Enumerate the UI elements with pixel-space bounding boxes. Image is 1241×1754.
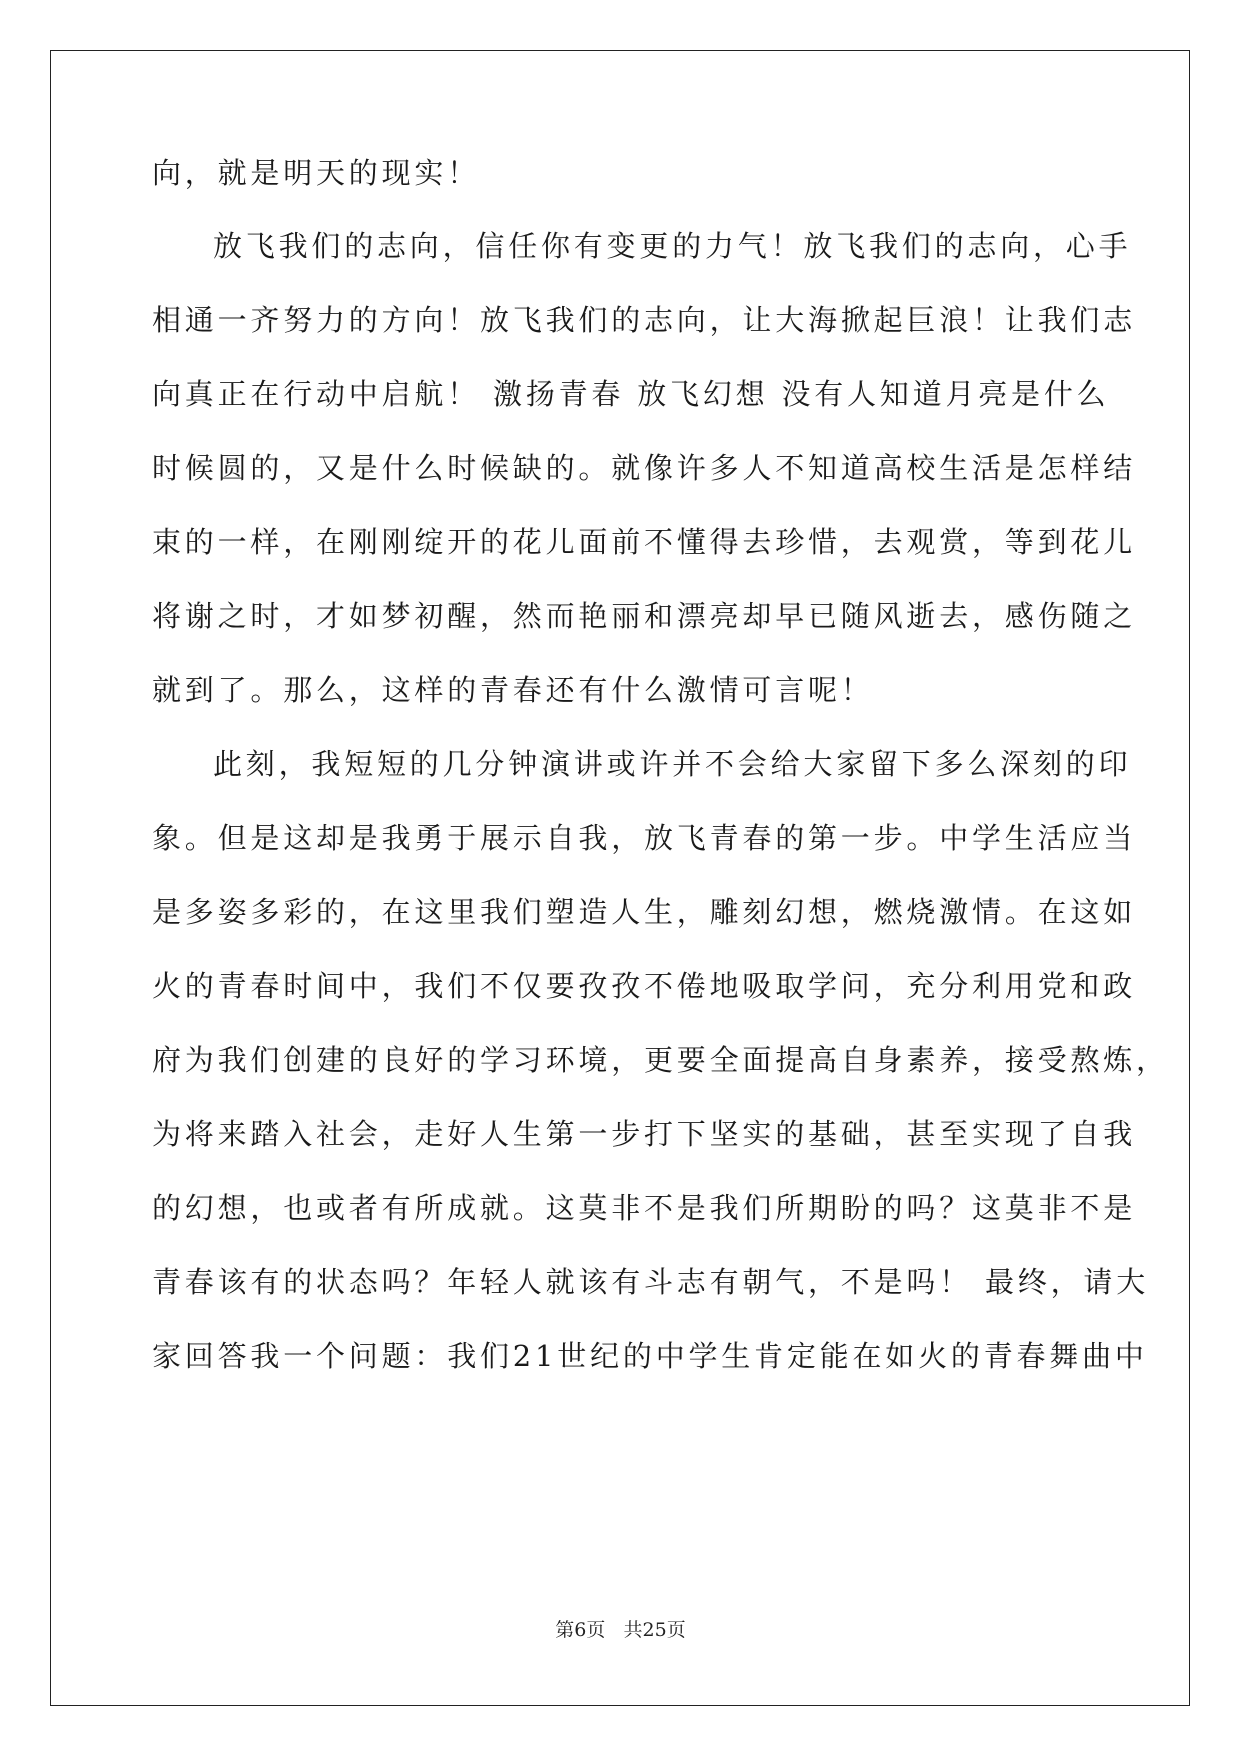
- page-footer: [0, 1618, 1241, 1642]
- paragraph-first-line: 此刻，我短短的几分钟演讲或许并不会给大家留下多么深刻的印: [213, 747, 1132, 781]
- text-line: 青春该有的状态吗？年轻人就该有斗志有朝气，不是吗！ 最终，请大: [152, 1265, 1150, 1299]
- page-total: 共25页: [623, 1619, 686, 1641]
- text-line: 象。但是这却是我勇于展示自我，放飞青春的第一步。中学生活应当: [152, 821, 1137, 855]
- footer-spacer: [605, 1619, 623, 1641]
- page-number: 第6页: [555, 1619, 606, 1641]
- text-line: 相通一齐努力的方向！放飞我们的志向，让大海掀起巨浪！让我们志: [152, 303, 1137, 337]
- text-line: 向，就是明天的现实！: [152, 156, 481, 190]
- text-line: 是多姿多彩的，在这里我们塑造人生，雕刻幻想，燃烧激情。在这如: [152, 895, 1137, 929]
- text-line: 的幻想，也或者有所成就。这莫非不是我们所期盼的吗？这莫非不是: [152, 1191, 1137, 1225]
- text-line: 就到了。那么，这样的青春还有什么激情可言呢！: [152, 673, 874, 707]
- page-border: [50, 50, 1190, 1706]
- text-line: 为将来踏入社会，走好人生第一步打下坚实的基础，甚至实现了自我: [152, 1117, 1137, 1151]
- paragraph-first-line: 放飞我们的志向，信任你有变更的力气！放飞我们的志向，心手: [213, 229, 1132, 263]
- text-line: 束的一样，在刚刚绽开的花儿面前不懂得去珍惜，去观赏，等到花儿: [152, 525, 1137, 559]
- text-line: 向真正在行动中启航！ 激扬青春 放飞幻想 没有人知道月亮是什么: [152, 377, 1110, 411]
- text-line: 将谢之时，才如梦初醒，然而艳丽和漂亮却早已随风逝去，感伤随之: [152, 599, 1137, 633]
- text-line: 火的青春时间中，我们不仅要孜孜不倦地吸取学问，充分利用党和政: [152, 969, 1137, 1003]
- text-line: 家回答我一个问题：我们21世纪的中学生肯定能在如火的青春舞曲中: [152, 1339, 1148, 1373]
- text-line: 时候圆的，又是什么时候缺的。就像许多人不知道高校生活是怎样结: [152, 451, 1137, 485]
- text-line: 府为我们创建的良好的学习环境，更要全面提高自身素养，接受熬炼，: [152, 1043, 1169, 1077]
